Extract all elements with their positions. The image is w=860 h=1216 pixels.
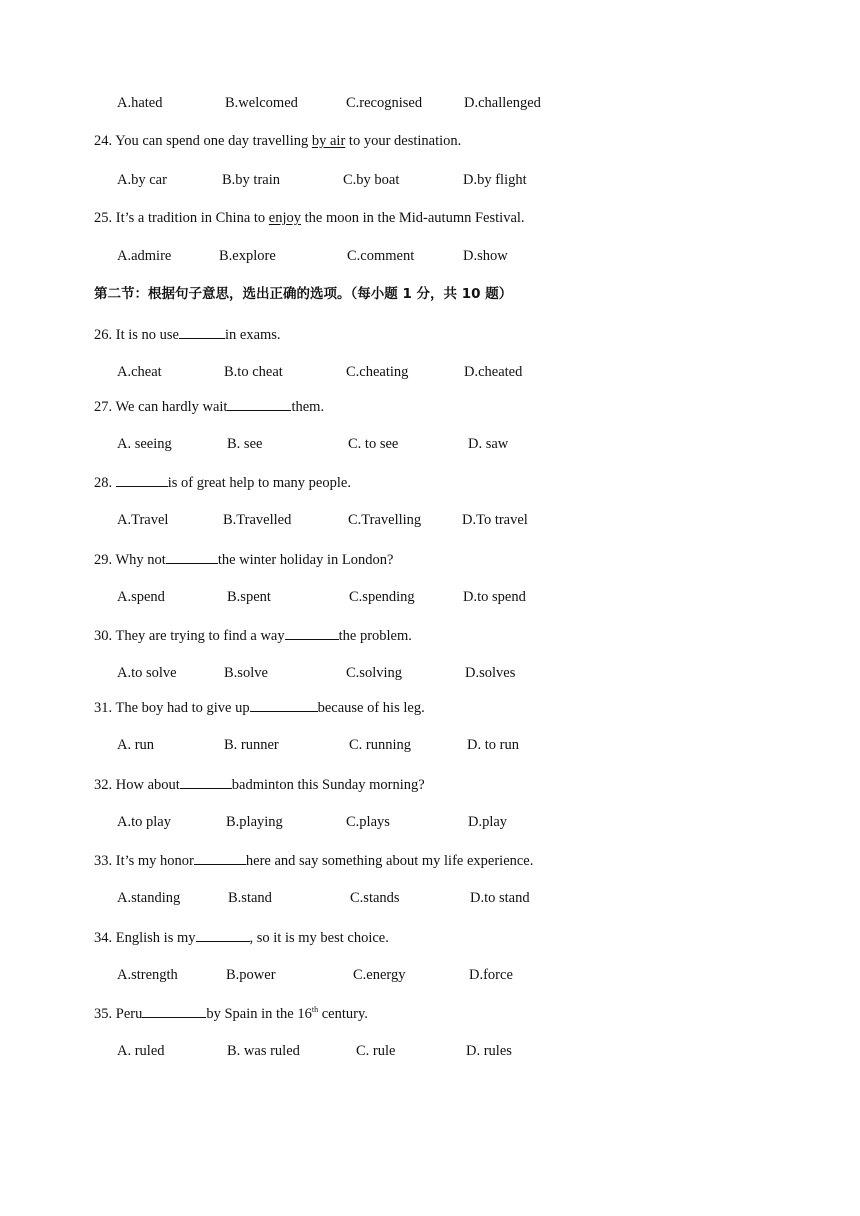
q27-option-d: D. saw bbox=[468, 436, 509, 452]
q26-text-pre: 26. It is no use bbox=[94, 327, 179, 343]
q26-option-b: B.to cheat bbox=[224, 364, 283, 380]
q26-options bbox=[117, 363, 817, 381]
q25-option-d: D.show bbox=[463, 248, 508, 264]
q28-question bbox=[94, 473, 351, 492]
q30-option-a: A.to solve bbox=[117, 665, 177, 681]
q32-text-pre: 32. How about bbox=[94, 777, 180, 793]
q25-option-a: A.admire bbox=[117, 248, 172, 264]
q33-option-b: B.stand bbox=[228, 890, 272, 906]
q34-options bbox=[117, 966, 817, 984]
q27-option-a: A. seeing bbox=[117, 436, 172, 452]
q30-question bbox=[94, 626, 412, 645]
q32-option-b: B.playing bbox=[226, 814, 283, 830]
q34-option-a: A.strength bbox=[117, 967, 178, 983]
q29-text-pre: 29. Why not bbox=[94, 552, 166, 568]
q23-option-a: A.hated bbox=[117, 95, 163, 111]
q24-text-pre: 24. You can spend one day travelling bbox=[94, 133, 312, 149]
q25-question bbox=[94, 209, 525, 227]
q29-option-a: A.spend bbox=[117, 589, 165, 605]
q27-question bbox=[94, 397, 324, 416]
q35-option-a: A. ruled bbox=[117, 1043, 165, 1059]
q30-text-pre: 30. They are trying to find a way bbox=[94, 628, 285, 644]
q24-options bbox=[117, 171, 817, 189]
q33-question bbox=[94, 851, 533, 870]
q29-options bbox=[117, 588, 817, 606]
q23-options bbox=[117, 94, 817, 112]
q29-option-c: C.spending bbox=[349, 589, 415, 605]
q34-option-c: C.energy bbox=[353, 967, 406, 983]
q29-option-d: D.to spend bbox=[463, 589, 526, 605]
q26-option-d: D.cheated bbox=[464, 364, 523, 380]
q35-text-post: by Spain in the 16 bbox=[206, 1006, 312, 1022]
q29-option-b: B.spent bbox=[227, 589, 271, 605]
q30-option-d: D.solves bbox=[465, 665, 516, 681]
q26-option-c: C.cheating bbox=[346, 364, 409, 380]
q31-question bbox=[94, 698, 425, 717]
q26-text-post: in exams. bbox=[224, 327, 281, 343]
q34-question bbox=[94, 928, 389, 947]
q28-blank bbox=[116, 473, 168, 487]
q31-option-b: B. runner bbox=[224, 737, 279, 753]
q28-option-d: D.To travel bbox=[462, 512, 528, 528]
q31-option-c: C. running bbox=[349, 737, 412, 753]
q33-text-pre: 33. It’s my honor bbox=[94, 853, 194, 869]
q35-option-d: D. rules bbox=[466, 1043, 512, 1059]
q34-option-b: B.power bbox=[226, 967, 276, 983]
q29-blank bbox=[166, 550, 218, 564]
q35-text-end: century. bbox=[318, 1006, 368, 1022]
q23-option-b: B.welcomed bbox=[225, 95, 298, 111]
q35-options bbox=[117, 1042, 817, 1060]
q33-options bbox=[117, 889, 817, 907]
q24-option-a: A.by car bbox=[117, 172, 167, 188]
q24-option-d: D.by flight bbox=[463, 172, 527, 188]
q33-blank bbox=[194, 851, 246, 865]
q35-blank bbox=[142, 1004, 206, 1018]
q27-text-pre: 27. We can hardly wait bbox=[94, 399, 228, 415]
q25-text-pre: 25. It’s a tradition in China to bbox=[94, 210, 269, 226]
q29-question bbox=[94, 550, 393, 569]
q30-options bbox=[117, 664, 817, 682]
q31-blank bbox=[250, 698, 318, 712]
q25-underlined: enjoy bbox=[268, 210, 302, 226]
q27-blank bbox=[227, 397, 291, 411]
q32-options bbox=[117, 813, 817, 831]
q33-text-post: here and say something about my life experience. bbox=[245, 853, 534, 869]
q31-text-pre: 31. The boy had to give up bbox=[94, 700, 250, 716]
q24-option-b: B.by train bbox=[222, 172, 280, 188]
q35-text-pre: 35. Peru bbox=[94, 1006, 143, 1022]
q24-text-post: to your destination. bbox=[345, 133, 462, 149]
q32-option-d: D.play bbox=[468, 814, 508, 830]
q31-option-a: A. run bbox=[117, 737, 155, 753]
section-2-heading: 第二节：根据句子意思，选出正确的选项。（每小题 1 分，共 10 题） bbox=[94, 286, 513, 302]
q30-text-post: the problem. bbox=[338, 628, 412, 644]
q35-superscript: th bbox=[311, 1005, 319, 1015]
q28-text-pre: 28. bbox=[94, 475, 116, 491]
q28-option-b: B.Travelled bbox=[223, 512, 292, 528]
q35-option-b: B. was ruled bbox=[227, 1043, 300, 1059]
q28-text-post: is of great help to many people. bbox=[167, 475, 351, 491]
q34-option-d: D.force bbox=[469, 967, 513, 983]
q32-blank bbox=[180, 775, 232, 789]
q32-option-a: A.to play bbox=[117, 814, 171, 830]
q23-option-c: C.recognised bbox=[346, 95, 423, 111]
q25-text-post: the moon in the Mid-autumn Festival. bbox=[301, 210, 525, 226]
q27-text-post: them. bbox=[291, 399, 325, 415]
q32-question bbox=[94, 775, 425, 794]
q24-question bbox=[94, 132, 461, 150]
q31-option-d: D. to run bbox=[467, 737, 519, 753]
q24-underlined: by air bbox=[311, 133, 346, 149]
q27-option-b: B. see bbox=[227, 436, 263, 452]
q33-option-a: A.standing bbox=[117, 890, 181, 906]
q26-blank bbox=[179, 325, 225, 339]
q26-question bbox=[94, 325, 281, 344]
q25-option-b: B.explore bbox=[219, 248, 276, 264]
q34-text-post: , so it is my best choice. bbox=[249, 930, 389, 946]
q33-option-c: C.stands bbox=[350, 890, 400, 906]
q23-option-d: D.challenged bbox=[464, 95, 541, 111]
q27-options bbox=[117, 435, 817, 453]
q34-blank bbox=[196, 928, 250, 942]
q25-options bbox=[117, 247, 817, 265]
q26-option-a: A.cheat bbox=[117, 364, 162, 380]
q28-options bbox=[117, 511, 817, 529]
q31-text-post: because of his leg. bbox=[317, 700, 425, 716]
q30-option-b: B.solve bbox=[224, 665, 268, 681]
q30-option-c: C.solving bbox=[346, 665, 402, 681]
q29-text-post: the winter holiday in London? bbox=[217, 552, 394, 568]
q25-option-c: C.comment bbox=[347, 248, 415, 264]
q27-option-c: C. to see bbox=[348, 436, 399, 452]
q35-question bbox=[94, 1004, 368, 1023]
q32-text-post: badminton this Sunday morning? bbox=[231, 777, 425, 793]
q34-text-pre: 34. English is my bbox=[94, 930, 196, 946]
q28-option-c: C.Travelling bbox=[348, 512, 422, 528]
q28-option-a: A.Travel bbox=[117, 512, 169, 528]
q32-option-c: C.plays bbox=[346, 814, 390, 830]
q24-option-c: C.by boat bbox=[343, 172, 400, 188]
q31-options bbox=[117, 736, 817, 754]
q35-option-c: C. rule bbox=[356, 1043, 396, 1059]
q30-blank bbox=[285, 626, 339, 640]
q33-option-d: D.to stand bbox=[470, 890, 530, 906]
